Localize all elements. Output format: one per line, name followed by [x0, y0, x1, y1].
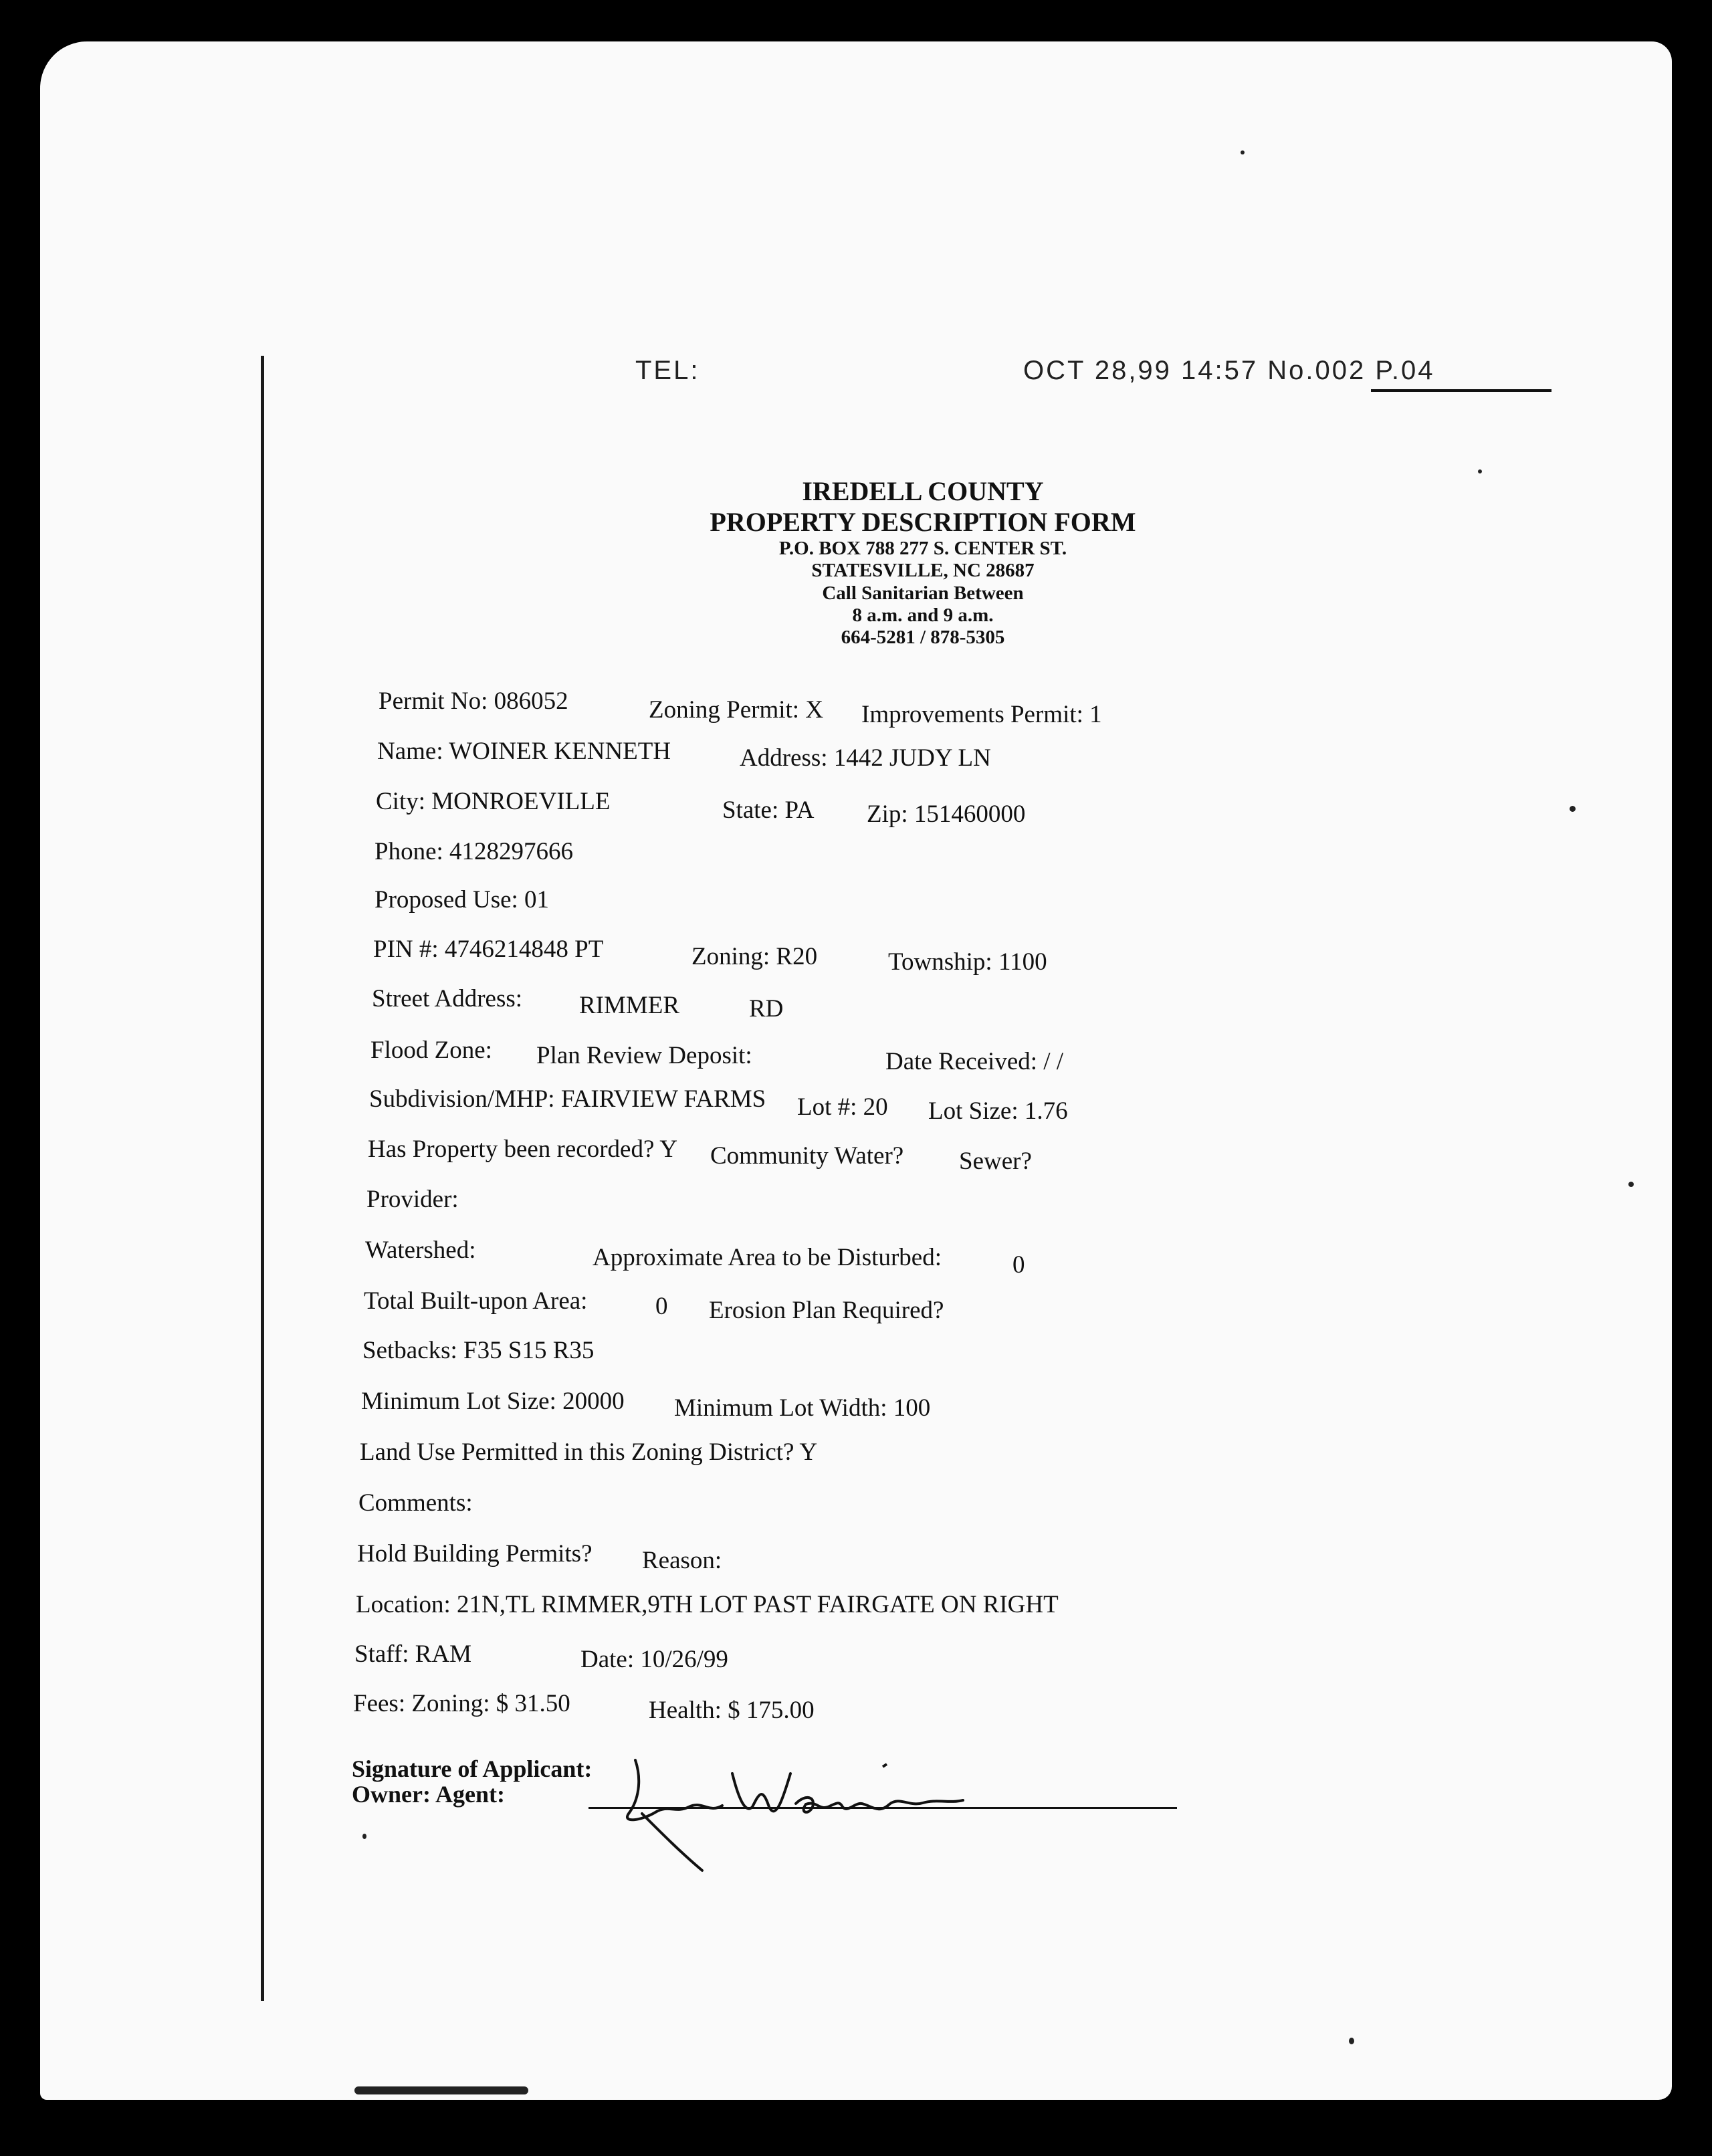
speck	[1241, 150, 1245, 154]
call-line-2: 8 a.m. and 9 a.m.	[852, 605, 994, 627]
fax-margin-line	[261, 356, 264, 2001]
county-title: IREDELL COUNTY	[802, 476, 1044, 506]
setbacks: Setbacks: F35 S15 R35	[362, 1337, 595, 1364]
land-use-permitted: Land Use Permitted in this Zoning District? Y	[360, 1438, 818, 1466]
community-water: Community Water?	[710, 1142, 904, 1170]
applicant-address: Address: 1442 JUDY LN	[740, 744, 991, 772]
watershed: Watershed:	[365, 1236, 476, 1264]
sewer: Sewer?	[959, 1148, 1032, 1175]
zoning: Zoning: R20	[691, 943, 818, 970]
minimum-lot-size: Minimum Lot Size: 20000	[361, 1388, 625, 1415]
area-disturbed-value: 0	[1012, 1251, 1025, 1279]
speck	[1349, 2038, 1354, 2044]
document-page	[40, 41, 1672, 2100]
speck	[1570, 806, 1576, 812]
erosion-plan-required: Erosion Plan Required?	[709, 1297, 944, 1324]
applicant-zip: Zip: 151460000	[867, 800, 1026, 828]
fax-header-left: TEL:	[635, 356, 700, 385]
township: Township: 1100	[888, 948, 1047, 976]
comments: Comments:	[358, 1489, 473, 1517]
form-title: PROPERTY DESCRIPTION FORM	[710, 507, 1136, 537]
built-upon-area-value: 0	[655, 1293, 668, 1320]
signature-label: Signature of Applicant:	[352, 1755, 593, 1782]
date-received: Date Received: / /	[885, 1048, 1064, 1075]
hold-building-permits: Hold Building Permits?	[357, 1540, 593, 1568]
applicant-signature	[615, 1740, 1003, 1874]
provider: Provider:	[366, 1186, 459, 1213]
flood-zone: Flood Zone:	[370, 1037, 492, 1064]
speck	[1628, 1182, 1634, 1187]
fees-health: Health: $ 175.00	[649, 1697, 815, 1724]
phone-numbers: 664-5281 / 878-5305	[841, 627, 1005, 649]
built-upon-area-label: Total Built-upon Area:	[364, 1287, 588, 1315]
lot-size: Lot Size: 1.76	[928, 1097, 1068, 1125]
plan-review-deposit: Plan Review Deposit:	[536, 1042, 752, 1069]
speck	[1478, 469, 1482, 473]
applicant-phone: Phone: 4128297666	[374, 838, 574, 865]
applicant-state: State: PA	[722, 796, 815, 824]
call-line-1: Call Sanitarian Between	[822, 582, 1024, 604]
proposed-use: Proposed Use: 01	[374, 886, 550, 913]
lot-number: Lot #: 20	[797, 1093, 888, 1121]
minimum-lot-width: Minimum Lot Width: 100	[674, 1394, 931, 1422]
form-title-block	[642, 476, 1204, 649]
street-type: RD	[749, 995, 784, 1022]
location: Location: 21N,TL RIMMER,9TH LOT PAST FAIRGATE ON RIGHT	[356, 1591, 1059, 1618]
fax-header-underline	[1371, 389, 1552, 392]
speck	[362, 1834, 366, 1839]
applicant-city: City: MONROEVILLE	[376, 788, 611, 815]
area-disturbed-label: Approximate Area to be Disturbed:	[593, 1244, 942, 1271]
street-address-label: Street Address:	[372, 985, 523, 1012]
pin-number: PIN #: 4746214848 PT	[373, 936, 604, 963]
fees-zoning: Fees: Zoning: $ 31.50	[353, 1690, 570, 1717]
applicant-name: Name: WOINER KENNETH	[377, 738, 671, 765]
permit-no: Permit No: 086052	[379, 687, 568, 715]
date: Date: 10/26/99	[580, 1646, 728, 1673]
owner-agent-label: Owner: Agent:	[352, 1781, 505, 1808]
fax-header-right: OCT 28,99 14:57 No.002 P.04	[1023, 356, 1435, 385]
subdivision: Subdivision/MHP: FAIRVIEW FARMS	[369, 1085, 766, 1113]
address-line-2: STATESVILLE, NC 28687	[811, 560, 1035, 582]
bottom-smudge	[354, 2086, 528, 2094]
zoning-permit: Zoning Permit: X	[649, 696, 824, 724]
street-name: RIMMER	[579, 992, 680, 1019]
hold-reason: Reason:	[642, 1547, 722, 1574]
staff: Staff: RAM	[354, 1640, 472, 1668]
address-line-1: P.O. BOX 788 277 S. CENTER ST.	[778, 538, 1067, 559]
improvements-permit: Improvements Permit: 1	[861, 701, 1102, 728]
property-recorded: Has Property been recorded? Y	[368, 1136, 677, 1163]
